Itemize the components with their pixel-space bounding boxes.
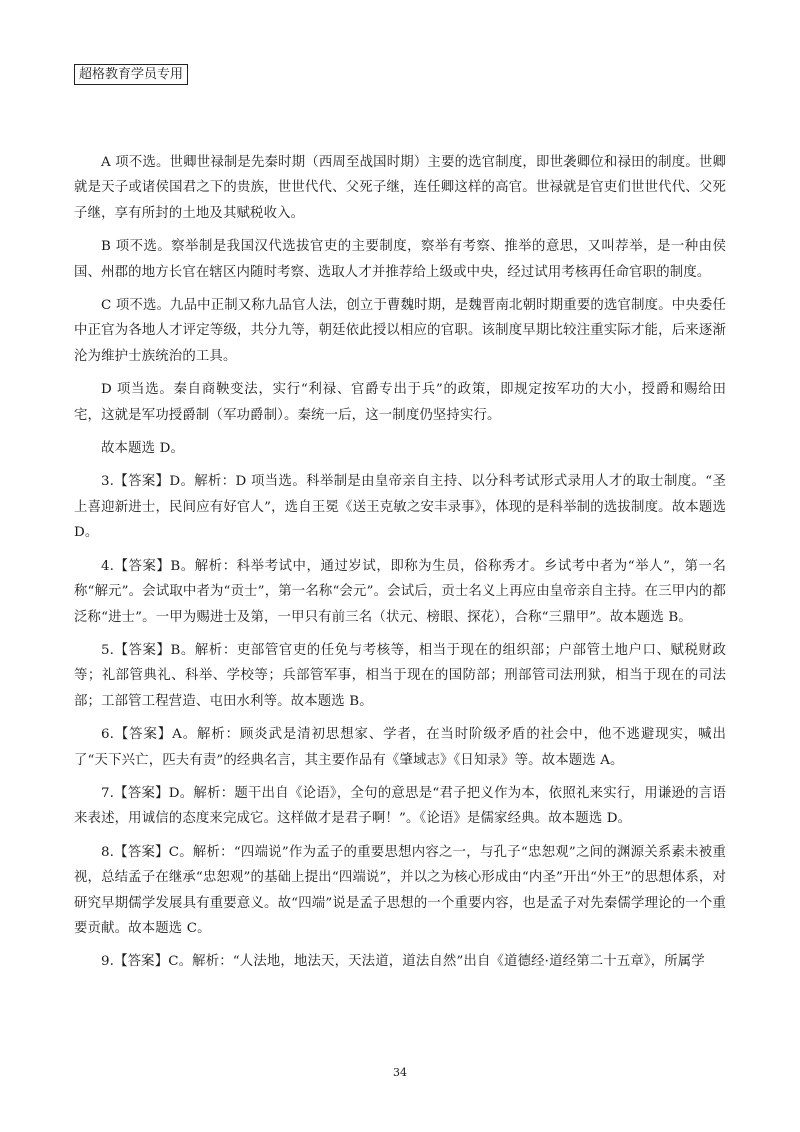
paragraph-answer-3: 3.【答案】D。解析：D 项当选。科举制是由皇帝亲自主持、以分科考试形式录用人才的取士制度。“圣上喜迎新进士，民间应有好官人”，选自王冕《送王克敏之安丰录事》，体现的是科举制的选拔制度。故本题选 D。 [74, 474, 726, 541]
paragraph-answer-4: 4.【答案】B。解析：科举考试中，通过岁试，即称为生员，俗称秀才。乡试考中者为“举人”，第一名称“解元”。会试取中者为“贡士”，第一名称“会元”。会试后，贡士名义上再应由皇帝亲自主持。在三甲内的都泛称“进士”。一甲为赐进士及第，一甲只有前三名（状元、榜眼、探花），合称“三鼎甲”。故本题选 B。 [74, 558, 726, 625]
page-number: 34 [393, 1066, 407, 1079]
answer-explanations [74, 150, 726, 975]
paragraph-conclusion: 故本题选 D。 [101, 441, 184, 457]
paragraph-answer-9: 9.【答案】C。解析：“人法地，地法天，天法道，道法自然”出自《道德经·道经第二十五章》，所属学 [101, 954, 705, 970]
paragraph-answer-7: 7.【答案】D。解析：题干出自《论语》，全句的意思是“君子把义作为本，依照礼来实行，用谦逊的言语来表述，用诚信的态度来完成它。这样做才是君子啊！”。《论语》是儒家经典。故本题选 D。 [74, 785, 726, 827]
paragraph-option-a: A 项不选。世卿世禄制是先秦时期（西周至战国时期）主要的选官制度，即世袭卿位和禄田的制度。世卿就是天子或诸侯国君之下的贵族，世世代代、父死子继，连任卿这样的高官。世禄就是官吏们世世代代、父死子继，享有所封的土地及其赋税收入。 [74, 155, 726, 221]
paragraph-option-c: C 项不选。九品中正制又称九品官人法，创立于曹魏时期，是魏晋南北朝时期重要的选官制度。中央委任中正官为各地人才评定等级，共分九等，朝廷依此授以相应的官职。该制度早期比较注重实际才能，后来逐渐沦为维护士族统治的工具。 [74, 298, 726, 364]
paragraph-answer-6: 6.【答案】A。解析：顾炎武是清初思想家、学者，在当时阶级矛盾的社会中，他不逃避现实，喊出了“天下兴亡，匹夫有责”的经典名言，其主要作品有《肇域志》《日知录》等。故本题选 A。 [74, 727, 726, 768]
paragraph-option-d: D 项当选。秦自商鞅变法，实行“利禄、官爵专出于兵”的政策，即规定按军功的大小，授爵和赐给田宅，这就是军功授爵制（军功爵制）。秦统一后，这一制度仍坚持实行。 [74, 382, 726, 423]
paragraph-answer-5: 5.【答案】B。解析：吏部管官吏的任免与考核等，相当于现在的组织部；户部管土地户口、赋税财政等；礼部管典礼、科举、学校等；兵部管军事，相当于现在的国防部；刑部管司法刑狱，相当于现在的司法部；工部管工程营造、屯田水利等。故本题选 B。 [74, 642, 726, 709]
paragraph-answer-8: 8.【答案】C。解析：“四端说”作为孟子的重要思想内容之一，与孔子“忠恕观”之间的渊源关系素未被重视，总结孟子在继承“忠恕观”的基础上提出“四端说”，并以之为核心形成由“内圣”开出“外王”的思想体系，对研究早期儒学发展具有重要意义。故“四端”说是孟子思想的一个重要内容，也是孟子对先秦儒学理论的一个重要贡献。故本题选 C。 [74, 844, 726, 936]
paragraph-option-b: B 项不选。察举制是我国汉代选拔官吏的主要制度，察举有考察、推举的意思，又叫荐举，是一种由侯国、州郡的地方长官在辖区内随时考察、选取人才并推荐给上级或中央，经过试用考核再任命官职的制度。 [74, 239, 726, 280]
header-label: 超格教育学员专用 [74, 64, 188, 85]
